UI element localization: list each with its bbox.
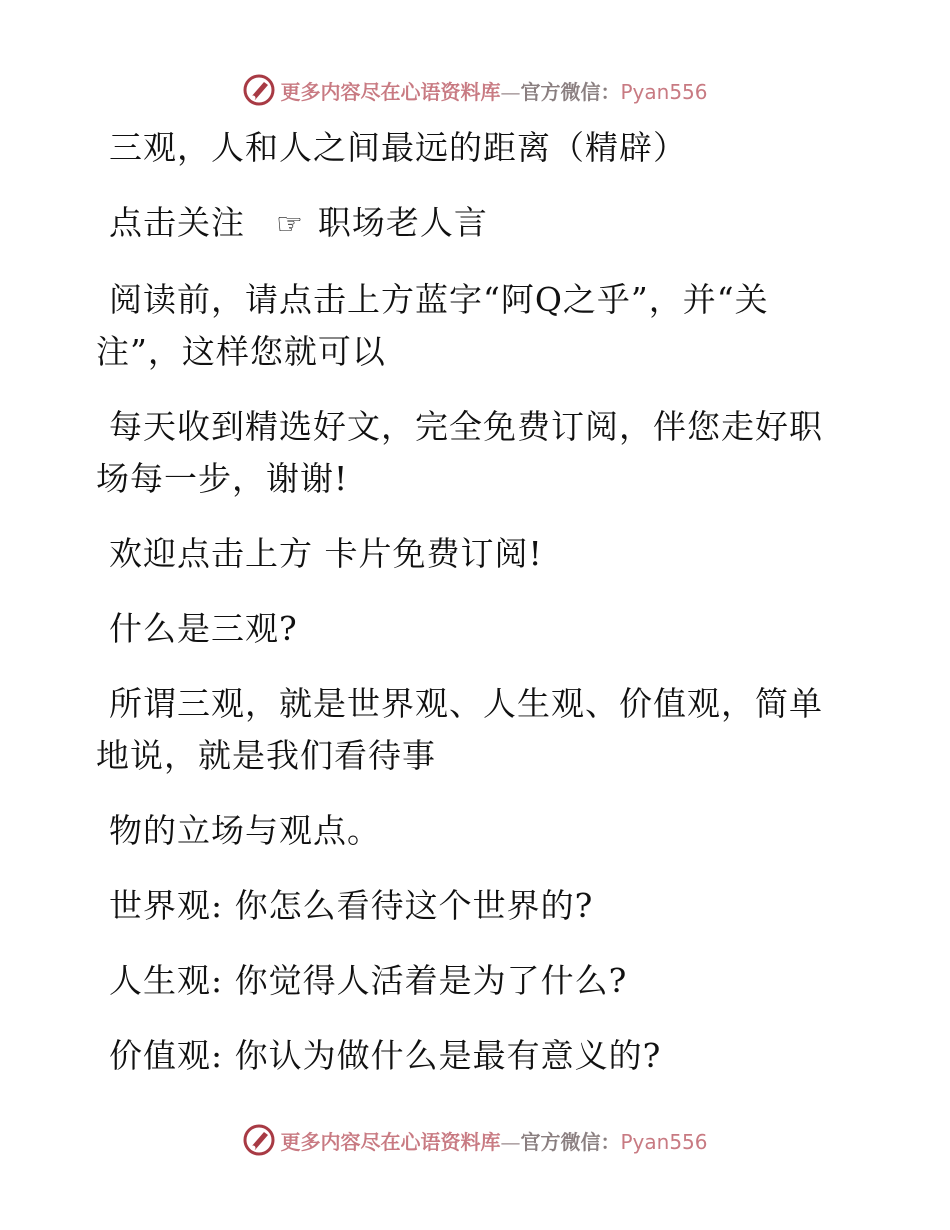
- footer-watermark-banner: [0, 1120, 950, 1160]
- watermark-dash: —: [500, 1129, 521, 1154]
- follow-line: [96, 197, 836, 251]
- pen-logo-icon: [242, 1123, 276, 1157]
- article-body: [96, 122, 836, 1105]
- question-heading: 什么是三观?: [109, 609, 298, 648]
- lifeview-line: 人生观: 你觉得人活着是为了什么?: [109, 961, 628, 1000]
- watermark-wechat-label: 官方微信：: [520, 1129, 621, 1154]
- values-line: 价值观: 你认为做什么是最有意义的?: [109, 1036, 662, 1075]
- intro-paragraph-1: 阅读前，请点击上方蓝字“阿Q之乎”，并“关注”，这样您就可以: [96, 280, 769, 371]
- definition-continuation: 物的立场与观点。: [109, 811, 381, 850]
- intro-paragraph-3: 欢迎点击上方 卡片免费订阅!: [109, 534, 543, 573]
- watermark-dash: —: [500, 79, 521, 104]
- follow-account: 职场老人言: [317, 203, 488, 242]
- follow-prefix: 点击关注: [109, 203, 245, 242]
- definition-paragraph: 所谓三观，就是世界观、人生观、价值观，简单地说，就是我们看待事: [96, 684, 823, 775]
- watermark-brand: 更多内容尽在心语资料库: [280, 79, 501, 104]
- watermark-wechat-label: 官方微信：: [520, 79, 621, 104]
- watermark-wechat-id: Pyan556: [620, 1129, 708, 1154]
- watermark-text: [280, 1126, 707, 1155]
- article-title: 三观，人和人之间最远的距离（精辟）: [109, 128, 687, 167]
- pen-logo-icon: [242, 73, 276, 107]
- header-watermark-banner: [0, 70, 950, 110]
- intro-paragraph-2: 每天收到精选好文，完全免费订阅，伴您走好职场每一步，谢谢!: [96, 407, 823, 498]
- pointing-hand-icon: ☞: [276, 207, 304, 242]
- watermark-brand: 更多内容尽在心语资料库: [280, 1129, 501, 1154]
- watermark-wechat-id: Pyan556: [620, 79, 708, 104]
- watermark-text: [280, 76, 707, 105]
- worldview-line: 世界观: 你怎么看待这个世界的?: [109, 886, 594, 925]
